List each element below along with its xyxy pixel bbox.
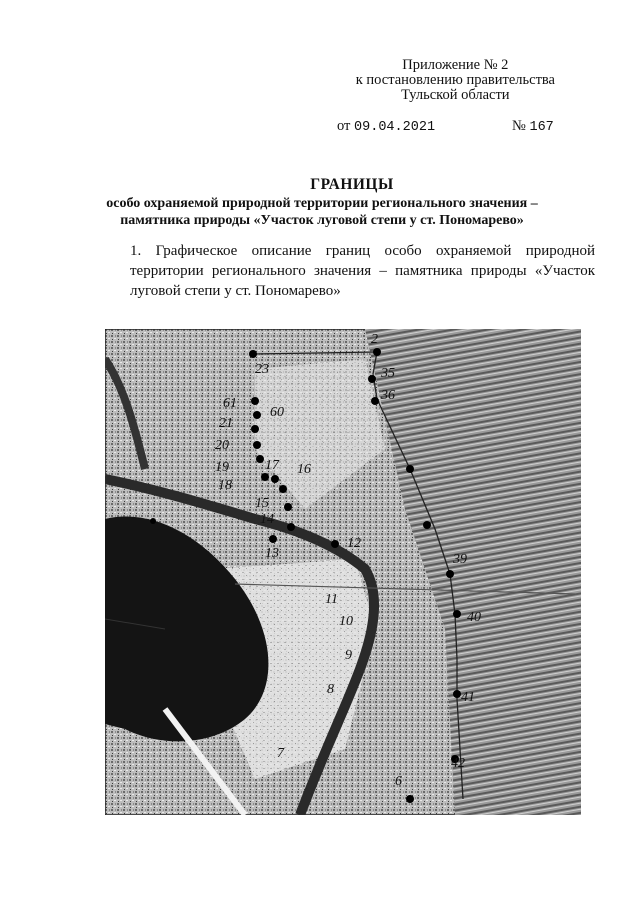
point-label: 17 — [265, 458, 279, 473]
appendix-line-2: к постановлению правительства — [355, 72, 555, 88]
appendix-block — [356, 58, 555, 103]
point-label: 35 — [381, 366, 395, 381]
appendix-line-1: Приложение № 2 — [402, 57, 509, 73]
point-label: 36 — [381, 388, 395, 403]
title-line-3: памятника природы «Участок луговой степи у ст. Пономарево» — [120, 213, 524, 228]
point-label: 40 — [467, 610, 481, 625]
point-label: 14 — [260, 512, 274, 527]
point-label: 21 — [219, 416, 233, 431]
document-title: ГРАНИЦЫ — [310, 176, 394, 193]
point-label: 42 — [451, 756, 465, 771]
appendix-line-3: Тульской области — [401, 87, 510, 103]
date-prefix: от — [337, 118, 351, 134]
point-label: 15 — [255, 496, 269, 511]
point-label: 60 — [270, 405, 284, 420]
description-paragraph — [85, 241, 595, 301]
boundary-map — [105, 329, 581, 815]
date-line — [337, 118, 554, 135]
point-label: 9 — [345, 648, 352, 663]
document-number: 167 — [529, 120, 554, 135]
paragraph-text: 1. Графическое описание границ особо охраняемой природной территории регионального значения – памятника природы «Участок луговой степи у ст. Пономарево» — [130, 243, 595, 299]
title-line-2: особо охраняемой природной территории регионального значения – — [106, 196, 538, 211]
point-label: 8 — [327, 682, 334, 697]
number-prefix: № — [512, 118, 526, 134]
point-label: 2 — [371, 332, 378, 347]
point-label: 16 — [297, 462, 311, 477]
document-number-block — [512, 118, 554, 135]
point-label: 61 — [223, 396, 237, 411]
point-label: 6 — [395, 774, 402, 789]
point-label: 18 — [218, 478, 232, 493]
map-image — [105, 329, 581, 815]
point-label: 13 — [265, 546, 279, 561]
point-label: 19 — [215, 460, 229, 475]
point-label: 41 — [461, 690, 475, 705]
document-date: 09.04.2021 — [354, 120, 436, 135]
point-label: 11 — [325, 592, 338, 607]
point-label: 10 — [339, 614, 353, 629]
point-label: 12 — [347, 536, 361, 551]
point-label: 39 — [453, 552, 467, 567]
point-label: 7 — [277, 746, 284, 761]
point-label: 23 — [255, 362, 269, 377]
point-label: 20 — [215, 438, 229, 453]
